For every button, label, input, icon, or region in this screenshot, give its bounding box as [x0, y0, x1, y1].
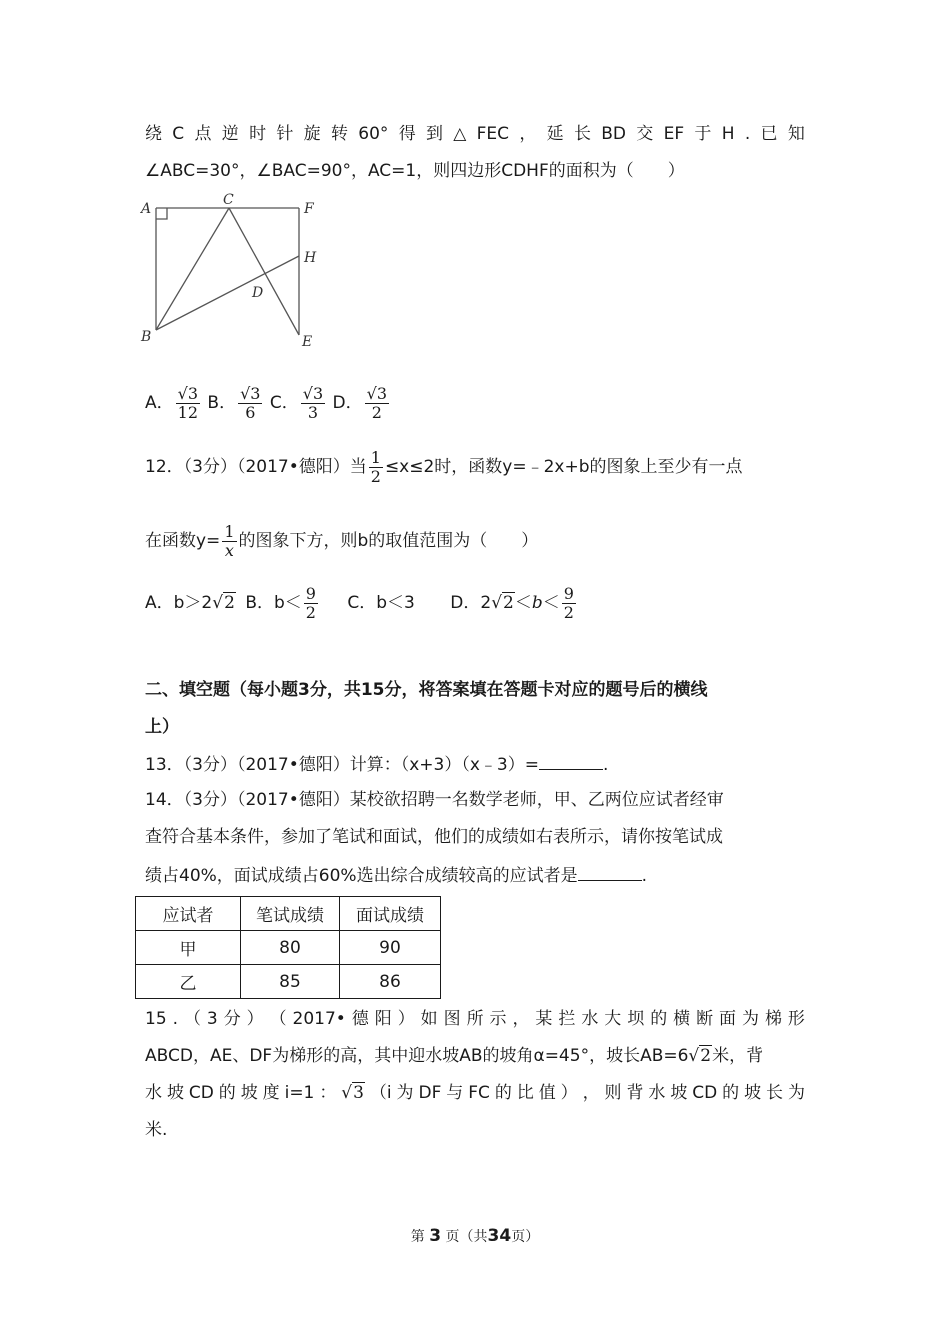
q11-figure: [135, 190, 335, 355]
text-token: 得: [398, 124, 416, 144]
text-token: 度: [262, 1083, 280, 1103]
q12-line2: 在函数y= $\frac{1}{x}$ 的图象下方，则b的取值范围为（ ）: [145, 521, 539, 560]
text-token: 延: [546, 124, 564, 144]
text-token: i=1: [284, 1083, 315, 1103]
text-token: 坡: [744, 1083, 762, 1103]
table-cell: 90: [340, 931, 441, 965]
text-token: 15: [145, 1009, 167, 1029]
text-token: 于: [694, 124, 712, 144]
text-token: 断: [696, 1009, 714, 1029]
q12-options: [145, 582, 578, 624]
text-token: 点: [194, 124, 212, 144]
text-token: （i: [369, 1083, 392, 1103]
page-footer: 第 3 页（共34页）: [410, 1226, 540, 1246]
text-token: 为: [396, 1083, 414, 1103]
q11-line1: [145, 122, 805, 146]
text-token: 旋: [303, 124, 321, 144]
q11-options: [145, 382, 391, 424]
q11-option-b[interactable]: B． $\frac{√3}{6}$: [207, 383, 261, 422]
page-number: 3: [429, 1226, 442, 1246]
text-token: 到: [425, 124, 443, 144]
text-token: 梯: [764, 1009, 782, 1029]
text-token: 大: [604, 1009, 622, 1029]
text-token: DF: [418, 1083, 442, 1103]
text-token: 已: [760, 124, 778, 144]
text-token: 值: [538, 1083, 556, 1103]
text-token: FEC: [476, 124, 510, 144]
q12-option-b[interactable]: B．b＜ $\frac{9}{2}$: [245, 583, 316, 622]
label-F: F: [304, 201, 314, 217]
q15-line2: ABCD，AE、DF为梯形的高，其中迎水坡AB的坡角α=45°，坡长AB=6√2米，背: [145, 1046, 764, 1066]
text-token: 德: [351, 1009, 369, 1029]
sqrt-3: √3: [341, 1083, 364, 1103]
text-token: 拦: [558, 1009, 576, 1029]
text-token: C: [172, 124, 185, 144]
label-H: H: [304, 250, 317, 266]
text-token: ）: [560, 1083, 578, 1103]
text-token: 为: [742, 1009, 759, 1029]
table-cell: 80: [241, 931, 340, 965]
text-token: 如: [420, 1009, 438, 1029]
table-cell: 85: [241, 965, 340, 999]
text-token: 水: [648, 1083, 666, 1103]
header-interview: 面试成绩: [340, 897, 441, 931]
text-token: 3: [206, 1009, 218, 1029]
text-token: 分: [223, 1009, 241, 1029]
text-token: 为: [787, 1083, 805, 1103]
label-B: B: [141, 329, 152, 345]
text-token: 坡: [166, 1083, 184, 1103]
text-token: CD: [692, 1083, 718, 1103]
text-token: （: [183, 1009, 201, 1029]
page-total: 34: [487, 1226, 512, 1246]
text-token: 背: [626, 1083, 644, 1103]
text-token: 面: [719, 1009, 737, 1029]
q14-score-table: [135, 896, 441, 999]
text-token: 绕: [145, 124, 162, 144]
q15-line1: [145, 1007, 805, 1031]
header-candidate: 应试者: [136, 897, 241, 931]
section2-heading-line1: 二、填空题（每小题3分，共15分，将答案填在答题卡对应的题号后的横线: [145, 680, 708, 700]
text-token: ，: [582, 1083, 600, 1103]
q11-option-c[interactable]: C． $\frac{√3}{3}$: [269, 383, 324, 422]
text-token: 的: [650, 1009, 668, 1029]
text-token: 的: [494, 1083, 512, 1103]
q11-option-d[interactable]: D． $\frac{√3}{2}$: [332, 383, 387, 422]
text-token: 逆: [221, 124, 239, 144]
text-token: 针: [276, 124, 294, 144]
text-token: .: [744, 124, 751, 144]
text-token: 图: [443, 1009, 461, 1029]
text-token: CD: [188, 1083, 214, 1103]
q13-answer-blank[interactable]: [539, 751, 603, 770]
section2-heading-line2: 上）: [145, 717, 179, 737]
text-token: 2017•: [292, 1009, 346, 1029]
text-token: 横: [673, 1009, 691, 1029]
q14-line2: 查符合基本条件，参加了笔试和面试，他们的成绩如右表所示，请你按笔试成: [145, 827, 723, 847]
q11-option-a[interactable]: A． $\frac{√3}{12}$: [145, 383, 199, 422]
text-token: H: [721, 124, 735, 144]
text-token: ，: [512, 1009, 530, 1029]
q15-line3: [145, 1081, 805, 1105]
text-token: 的: [722, 1083, 740, 1103]
text-token: 水: [581, 1009, 599, 1029]
q13: 13．（3分）（2017•德阳）计算：（x+3）（x﹣3）= .: [145, 751, 608, 777]
table-cell: 86: [340, 965, 441, 999]
text-token: 60°: [358, 124, 389, 144]
header-written: 笔试成绩: [241, 897, 340, 931]
text-token: 坝: [627, 1009, 645, 1029]
table-row: [136, 931, 441, 965]
text-token: ）: [246, 1009, 264, 1029]
text-token: ）: [397, 1009, 415, 1029]
text-token: 长: [766, 1083, 784, 1103]
q15-line4: 米.: [145, 1120, 168, 1140]
q12-option-a[interactable]: A．b＞2√2: [145, 593, 235, 613]
text-token: 时: [249, 124, 267, 144]
q11-line2: ∠ABC=30°，∠BAC=90°，AC=1，则四边形CDHF的面积为（ ）: [145, 161, 685, 181]
text-token: 某: [535, 1009, 553, 1029]
label-E: E: [302, 334, 313, 350]
text-token: （: [269, 1009, 287, 1029]
q14-answer-blank[interactable]: [578, 862, 642, 881]
text-token: BD: [601, 124, 626, 144]
q12-option-c[interactable]: C．b＜3: [347, 593, 415, 613]
table-header-row: [136, 897, 441, 931]
text-token: FC: [468, 1083, 490, 1103]
q14-line1: 14．（3分）（2017•德阳）某校欲招聘一名数学老师，甲、乙两位应试者经审: [145, 790, 724, 810]
text-token: 示: [489, 1009, 507, 1029]
q12-option-d[interactable]: D．2√2＜b＜ $\frac{9}{2}$: [450, 583, 574, 622]
text-token: 所: [466, 1009, 484, 1029]
text-token: 比: [516, 1083, 534, 1103]
table-cell: 甲: [136, 931, 241, 965]
text-token: EF: [663, 124, 685, 144]
text-token: 交: [636, 124, 654, 144]
text-token: 长: [573, 124, 591, 144]
q12-line1: 12．（3分）（2017•德阳）当 $\frac{1}{2}$ ≤x≤2时，函数y=﹣2x+b的图象上至少有一点: [145, 447, 743, 486]
text-token: △: [453, 124, 467, 144]
text-token: 水: [145, 1083, 162, 1103]
text-token: 则: [604, 1083, 622, 1103]
text-token: 形: [787, 1009, 805, 1029]
text-token: 与: [446, 1083, 464, 1103]
text-token: 坡: [240, 1083, 258, 1103]
text-token: ，: [519, 124, 537, 144]
label-C: C: [223, 192, 234, 208]
q14-line3: 绩占40%，面试成绩占60%选出综合成绩较高的应试者是 .: [145, 862, 647, 888]
label-A: A: [141, 201, 152, 217]
text-token: ：: [319, 1083, 337, 1103]
text-token: 转: [330, 124, 348, 144]
text-token: 的: [218, 1083, 236, 1103]
text-token: 阳: [374, 1009, 392, 1029]
label-D: D: [252, 285, 264, 301]
text-token: .: [172, 1009, 178, 1029]
text-token: 坡: [670, 1083, 688, 1103]
text-token: 知: [787, 124, 805, 144]
table-row: [136, 965, 441, 999]
table-cell: 乙: [136, 965, 241, 999]
